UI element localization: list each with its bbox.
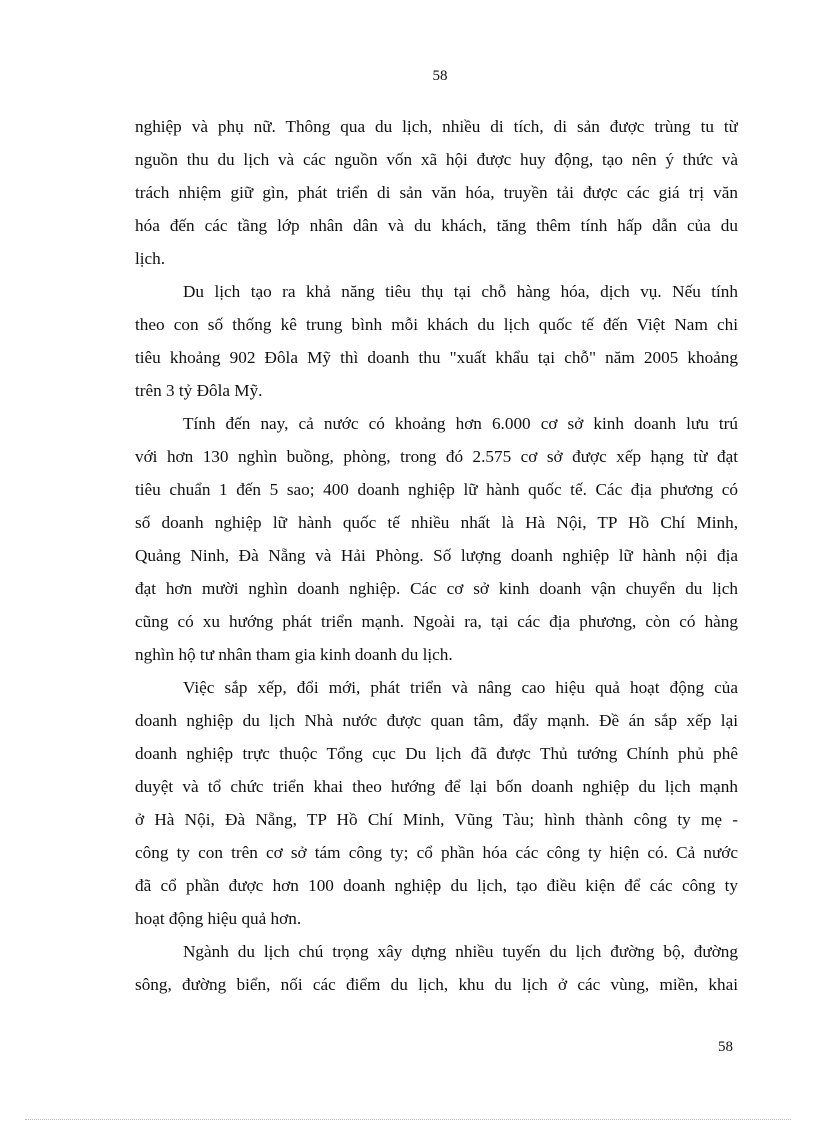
text-line: trên 3 tỷ Đôla Mỹ. (135, 381, 263, 400)
text-line: Ngành du lịch chú trọng xây dựng nhiều tuyến du lịch đường bộ, đường (183, 942, 738, 961)
text-line: nguồn thu du lịch và các nguồn vốn xã hội được huy động, tạo nên ý thức và (135, 150, 738, 169)
text-line: doanh nghiệp du lịch Nhà nước được quan tâm, đẩy mạnh. Đề án sắp xếp lại (135, 711, 738, 730)
text-line: nghiệp và phụ nữ. Thông qua du lịch, nhiều di tích, di sản được trùng tu từ (135, 117, 738, 136)
paragraph (135, 110, 738, 275)
body-text (135, 110, 738, 1001)
text-line: với hơn 130 nghìn buồng, phòng, trong đó 2.575 cơ sở được xếp hạng từ đạt (135, 447, 738, 466)
text-line: Du lịch tạo ra khả năng tiêu thụ tại chỗ hàng hóa, dịch vụ. Nếu tính (183, 282, 738, 301)
page-number-top: 58 (432, 68, 448, 84)
text-line: đạt hơn mười nghìn doanh nghiệp. Các cơ sở kinh doanh vận chuyển du lịch (135, 579, 738, 598)
text-line: duyệt và tổ chức triển khai theo hướng để lại bốn doanh nghiệp du lịch mạnh (135, 777, 738, 796)
text-line: tiêu chuẩn 1 đến 5 sao; 400 doanh nghiệp lữ hành quốc tế. Các địa phương có (135, 480, 738, 499)
text-line: lịch. (135, 249, 166, 268)
text-line: Quảng Ninh, Đà Nẵng và Hải Phòng. Số lượng doanh nghiệp lữ hành nội địa (135, 546, 738, 565)
text-line: hoạt động hiệu quả hơn. (135, 909, 302, 928)
text-line: Tính đến nay, cả nước có khoảng hơn 6.000 cơ sở kinh doanh lưu trú (183, 414, 738, 433)
paragraph (135, 275, 738, 407)
text-line: trách nhiệm giữ gìn, phát triển di sản văn hóa, truyền tải được các giá trị văn (135, 183, 738, 202)
paragraph (135, 407, 738, 671)
text-line: Việc sắp xếp, đổi mới, phát triển và nâng cao hiệu quả hoạt động của (183, 678, 738, 697)
text-line: hóa đến các tầng lớp nhân dân và du khách, tăng thêm tính hấp dẫn của du (135, 216, 738, 235)
paragraph (135, 671, 738, 935)
text-line: đã cổ phần được hơn 100 doanh nghiệp du lịch, tạo điều kiện để các công ty (135, 876, 738, 895)
page-bottom-divider (25, 1119, 791, 1120)
text-line: ở Hà Nội, Đà Nẵng, TP Hồ Chí Minh, Vũng Tàu; hình thành công ty mẹ - (135, 810, 738, 829)
text-line: nghìn hộ tư nhân tham gia kinh doanh du lịch. (135, 645, 453, 664)
text-line: theo con số thống kê trung bình mỗi khách du lịch quốc tế đến Việt Nam chi (135, 315, 738, 334)
paragraph (135, 935, 738, 1001)
text-line: số doanh nghiệp lữ hành quốc tế nhiều nhất là Hà Nội, TP Hồ Chí Minh, (135, 513, 738, 532)
text-line: sông, đường biển, nối các điểm du lịch, khu du lịch ở các vùng, miền, khai (135, 975, 738, 994)
text-line: công ty con trên cơ sở tám công ty; cổ phần hóa các công ty hiện có. Cả nước (135, 843, 738, 862)
text-line: doanh nghiệp trực thuộc Tổng cục Du lịch đã được Thủ tướng Chính phủ phê (135, 744, 738, 763)
text-line: cũng có xu hướng phát triển mạnh. Ngoài ra, tại các địa phương, còn có hàng (135, 612, 738, 631)
page-number-bottom: 58 (718, 1039, 733, 1055)
text-line: tiêu khoảng 902 Đôla Mỹ thì doanh thu "xuất khẩu tại chỗ" năm 2005 khoảng (135, 348, 738, 367)
